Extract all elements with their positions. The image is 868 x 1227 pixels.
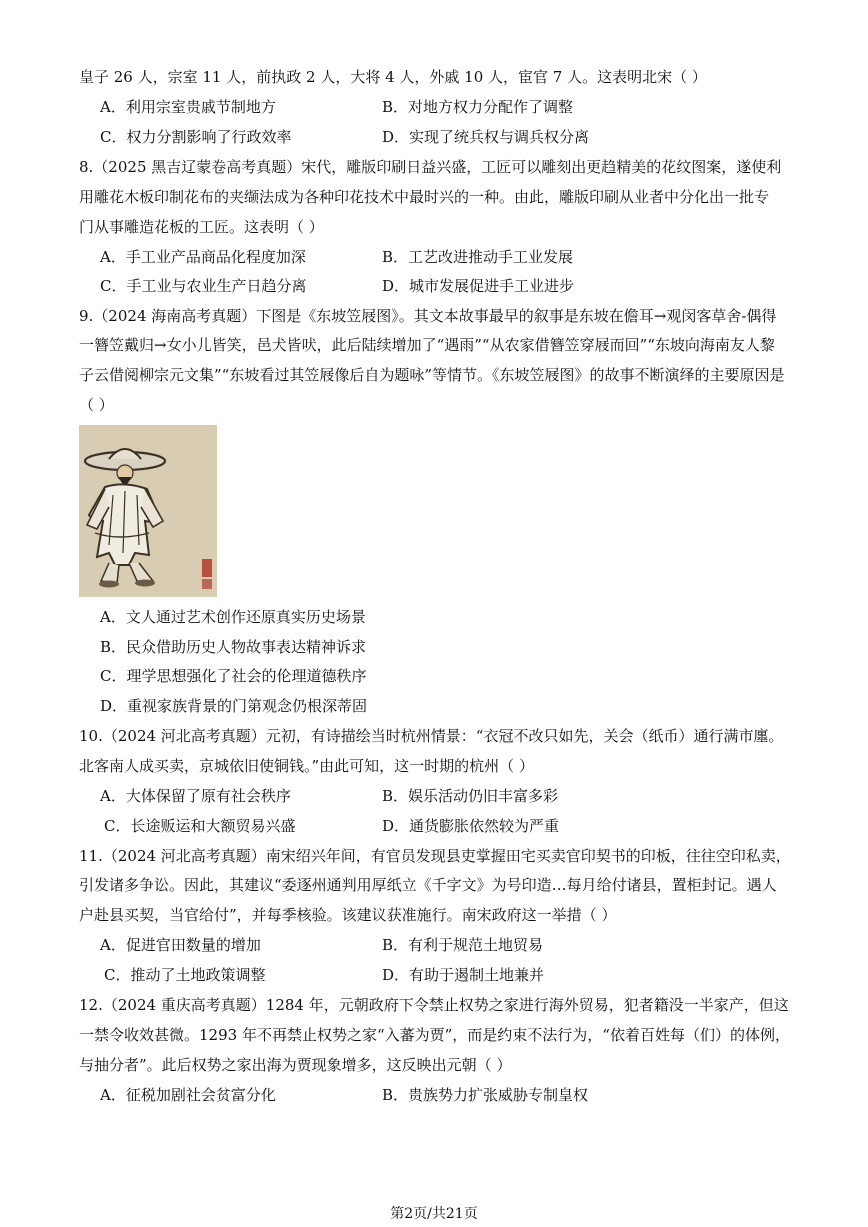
question-11-option-c: C．推动了土地政策调整 — [104, 966, 266, 984]
question-9-stem-line-1: 9.（2024 海南高考真题）下图是《东坡笠屐图》。其文本故事最早的叙事是东坡在儋耳→观闵客草舍-偶得 — [79, 307, 777, 325]
question-8-option-d: D．城市发展促进手工业进步 — [382, 277, 575, 295]
question-10-option-a: A．大体保留了原有社会秩序 — [100, 787, 291, 805]
question-8-stem-line-2: 用雕花木板印制花布的夹缬法成为各种印花技术中最时兴的一种。由此，雕版印刷从业者中分化出一批专 — [79, 188, 770, 206]
question-9-option-a: A．文人通过艺术创作还原真实历史场景 — [100, 608, 366, 626]
question-8-option-c: C．手工业与农业生产日趋分离 — [100, 277, 307, 295]
question-12-option-b: B．贵族势力扩张威胁专制皇权 — [382, 1086, 589, 1104]
question-7-stem: 皇子 26 人，宗室 11 人，前执政 2 人，大将 4 人，外戚 10 人，宦官 7 人。这表明北宋（ ） — [79, 68, 707, 86]
question-11-option-b: B．有利于规范土地贸易 — [382, 936, 544, 954]
question-10-stem-line-1: 10.（2024 河北高考真题）元初，有诗描绘当时杭州情景：“衣冠不改只如先，关会（纸币）通行满市廛。 — [79, 727, 784, 745]
question-8-option-a: A．手工业产品商品化程度加深 — [100, 248, 306, 266]
question-10-option-b: B．娱乐活动仍旧丰富多彩 — [382, 787, 559, 805]
question-9-stem-line-3: 子云借阅柳宗元文集”“东坡看过其笠屐像后自为题咏”等情节。《东坡笠屐图》的故事不断演绎的主要原因是 — [79, 366, 785, 384]
question-11-stem-line-1: 11.（2024 河北高考真题）南宋绍兴年间，有官员发现县吏掌握田宅买卖官印契书的印板，往往空印私卖， — [79, 847, 791, 865]
question-10-option-d: D．通货膨胀依然较为严重 — [382, 817, 560, 835]
question-7-option-d: D．实现了统兵权与调兵权分离 — [382, 128, 590, 146]
question-11-stem-line-2: 引发诸多争讼。因此，其建议“委逐州通判用厚纸立《千字文》为号印造…每月给付诸县，置柜封记。遇人 — [79, 876, 777, 894]
question-7-option-b: B．对地方权力分配作了调整 — [382, 98, 574, 116]
question-11-option-a: A．促进官田数量的增加 — [100, 936, 261, 954]
question-9-option-d: D．重视家族背景的门第观念仍根深蒂固 — [100, 697, 368, 715]
question-9-option-c: C．理学思想强化了社会的伦理道德秩序 — [100, 667, 367, 685]
question-7-option-c: C．权力分割影响了行政效率 — [100, 128, 292, 146]
question-12-stem-line-3: 与抽分者”。此后权势之家出海为贾现象增多，这反映出元朝（ ） — [79, 1056, 512, 1074]
question-10-stem-line-2: 北客南人成买卖，京城依旧使铜钱。”由此可知，这一时期的杭州（ ） — [79, 757, 534, 775]
question-8-option-b: B．工艺改进推动手工业发展 — [382, 248, 574, 266]
question-12-stem-line-1: 12.（2024 重庆高考真题）1284 年，元朝政府下令禁止权势之家进行海外贸易，犯者籍没一半家产，但这 — [79, 996, 789, 1014]
dongpo-painting-image — [79, 425, 217, 597]
question-9-option-b: B．民众借助历史人物故事表达精神诉求 — [100, 638, 367, 656]
question-10-option-c: C．长途贩运和大额贸易兴盛 — [104, 817, 296, 835]
question-9-stem-line-2: 一簪笠戴归→女小儿皆笑，邑犬皆吠，此后陆续增加了“遇雨”“从农家借簪笠穿屐而回”“东坡向海南友人黎 — [79, 336, 775, 354]
page-number-footer: 第2页/共21页 — [390, 1206, 478, 1222]
question-12-option-a: A．征税加剧社会贫富分化 — [100, 1086, 276, 1104]
question-7-option-a: A．利用宗室贵戚节制地方 — [100, 98, 276, 116]
question-12-stem-line-2: 一禁令收效甚微。1293 年不再禁止权势之家“入蕃为贾”，而是约束不法行为，“依着百姓每（们）的体例， — [79, 1026, 790, 1044]
question-8-stem-line-3: 门从事雕造花板的工匠。这表明（ ） — [79, 218, 324, 236]
question-9-stem-line-4: （ ） — [79, 396, 114, 414]
question-8-stem-line-1: 8.（2025 黑吉辽蒙卷高考真题）宋代，雕版印刷日益兴盛，工匠可以雕刻出更趋精美的花纹图案，遂使利 — [79, 158, 782, 176]
question-11-stem-line-3: 户赴县买契，当官给付”，并每季核验。该建议获准施行。南宋政府这一举措（ ） — [79, 906, 617, 924]
question-11-option-d: D．有助于遏制土地兼并 — [382, 966, 545, 984]
